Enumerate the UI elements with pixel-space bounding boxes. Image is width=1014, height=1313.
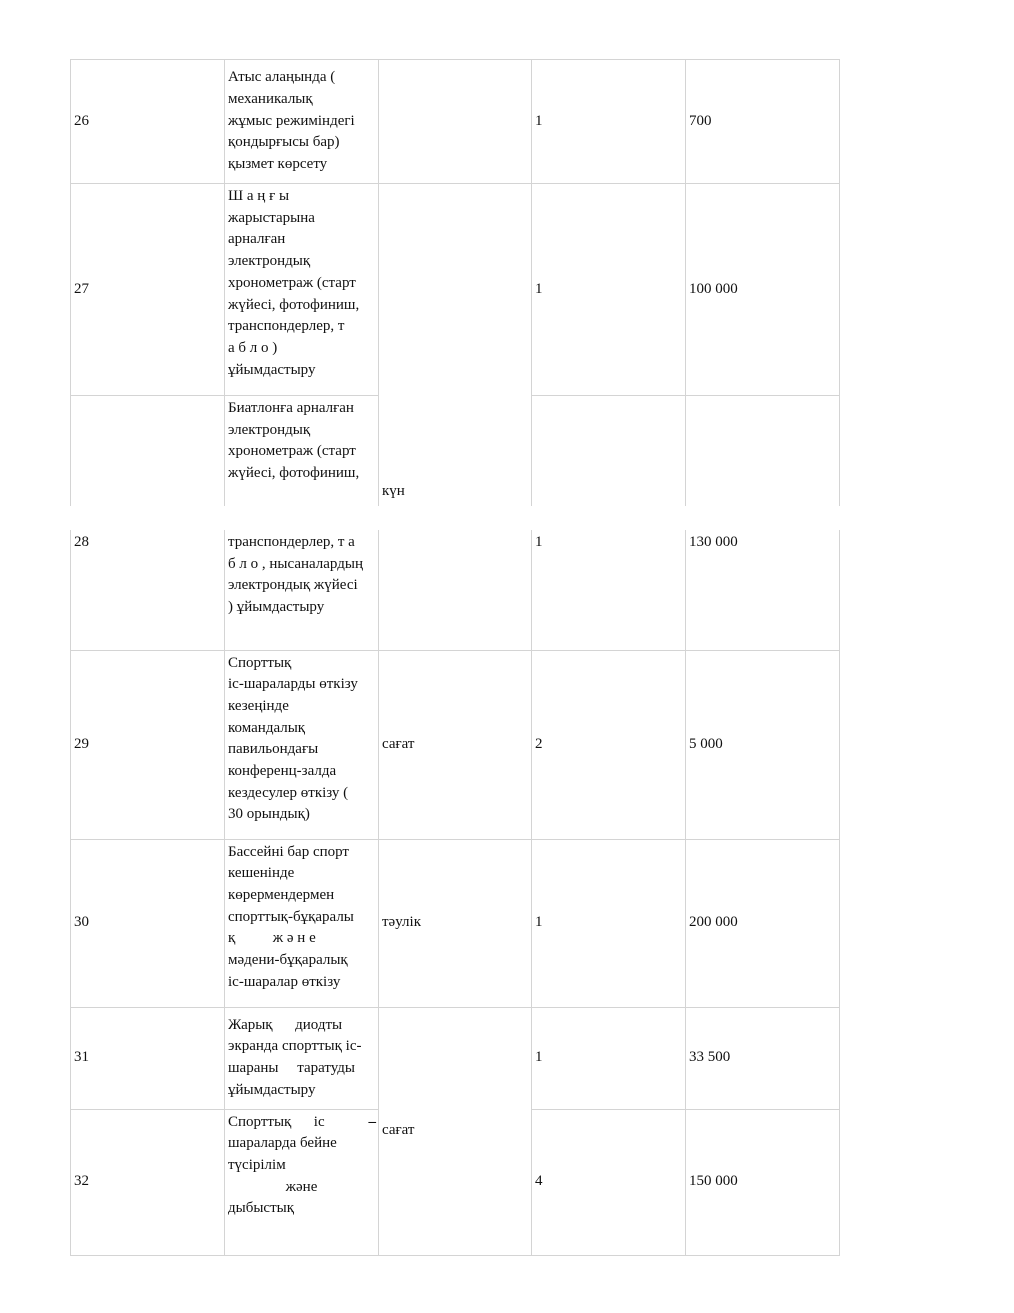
quantity-cell: 1 (532, 60, 686, 184)
quantity-cell (532, 396, 686, 506)
row-number: 30 (71, 839, 225, 1007)
row-number: 28 (71, 530, 225, 650)
service-description: Биатлонға арналған электрондық хронометраж (старт жүйесі, фотофиниш, (225, 396, 379, 506)
service-description: Ш а ң ғ ы жарыстарына арналған электрондық хронометраж (старт жүйесі, фотофиниш, транспондерлер, т а б л о ) ұйымдастыру (225, 184, 379, 396)
quantity-cell: 1 (532, 530, 686, 650)
table-row (71, 839, 840, 1007)
unit-cell: күн (379, 184, 532, 506)
quantity-cell: 4 (532, 1109, 686, 1255)
price-cell: 200 000 (686, 839, 840, 1007)
row-number: 29 (71, 650, 225, 839)
quantity-cell: 1 (532, 839, 686, 1007)
price-cell (686, 396, 840, 506)
table-row (71, 60, 840, 184)
unit-cell (379, 530, 532, 650)
price-cell: 33 500 (686, 1007, 840, 1109)
service-description: Спорттық іс-шараларды өткізу кезеңінде командалық павильондағы конференц-залда кездесулер өткізу ( 30 орындық) (225, 650, 379, 839)
service-description: Атыс алаңында ( механикалық жұмыс режиміндегі қондырғысы бар) қызмет көрсету (225, 60, 379, 184)
table-row (71, 1007, 840, 1109)
services-table-part-1 (70, 59, 840, 506)
quantity-cell: 1 (532, 184, 686, 396)
unit-cell: тәулік (379, 839, 532, 1007)
unit-cell: сағат (379, 650, 532, 839)
unit-cell (379, 60, 532, 184)
price-cell: 130 000 (686, 530, 840, 650)
price-cell: 700 (686, 60, 840, 184)
service-description: транспондерлер, т а б л о , нысаналардың электрондық жүйесі ) ұйымдастыру (225, 530, 379, 650)
row-number (71, 396, 225, 506)
table-row (71, 530, 840, 650)
dash-mark: – (368, 1113, 376, 1130)
price-cell: 100 000 (686, 184, 840, 396)
price-cell: 150 000 (686, 1109, 840, 1255)
quantity-cell: 2 (532, 650, 686, 839)
quantity-cell: 1 (532, 1007, 686, 1109)
unit-cell: сағат (379, 1007, 532, 1255)
row-number: 27 (71, 184, 225, 396)
row-number: 26 (71, 60, 225, 184)
services-table-part-2 (70, 530, 840, 1256)
service-description: Спорттық іс шараларда бейне түсірілім және дыбыстық – (225, 1109, 379, 1255)
row-number: 31 (71, 1007, 225, 1109)
price-cell: 5 000 (686, 650, 840, 839)
table-row (71, 650, 840, 839)
service-description: Жарық диодты экранда спорттық іс- шараны таратуды ұйымдастыру (225, 1007, 379, 1109)
row-number: 32 (71, 1109, 225, 1255)
table-row (71, 184, 840, 396)
service-description: Бассейні бар спорт кешенінде көрермендермен спорттық-бұқаралы қ ж ә н е мәдени-бұқаралық іс-шаралар өткізу (225, 839, 379, 1007)
